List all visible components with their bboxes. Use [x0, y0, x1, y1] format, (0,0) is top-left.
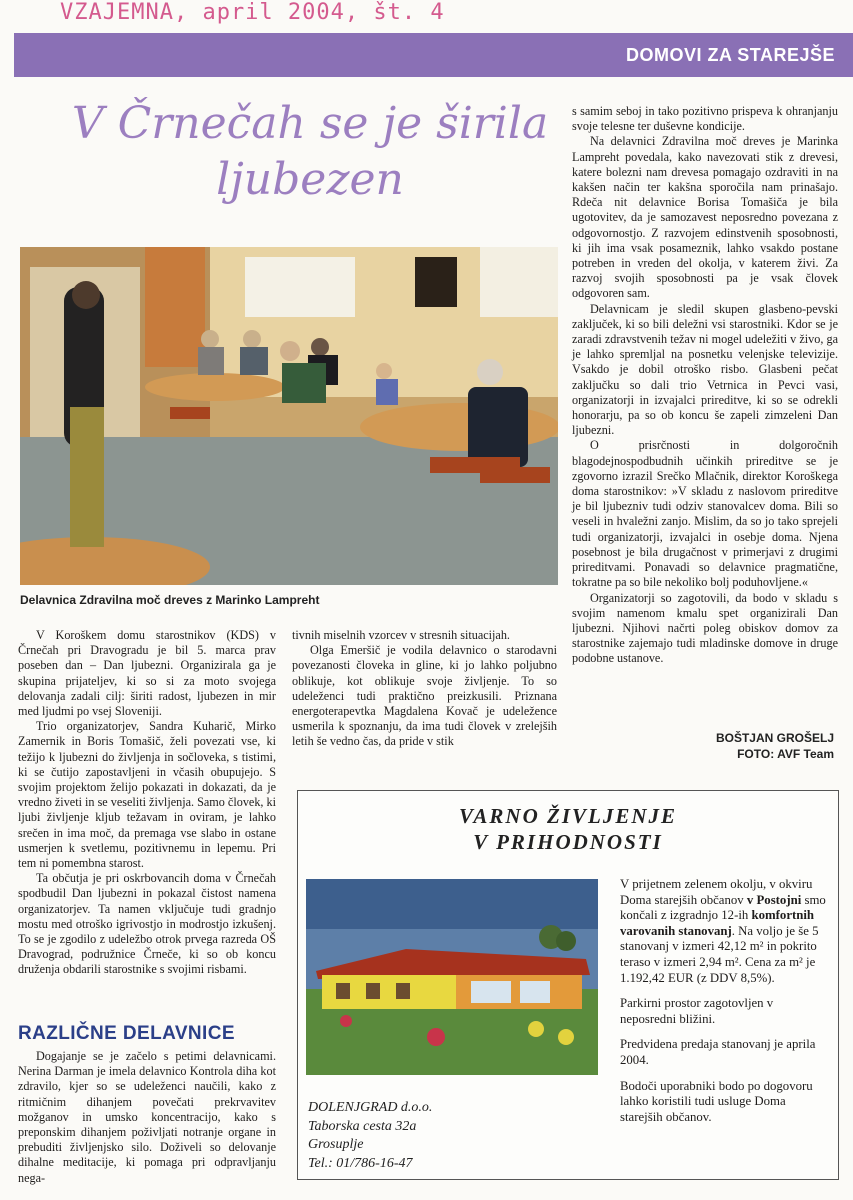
- paragraph: Dogajanje se je začelo s petimi delavnicami. Nerina Darman je imela delavnico Kontrola diha kot zdravilo, kjer so se udeleženci naučili, kako z ritmičnim dihanjem povečati prekrvavitev možganov in umsko koncentracijo, kako s preponskim dihanjem poživljati notranje organe in prebuditi življenjsko silo. Doživeli so delovanje dihalne meditacije, ki pomaga pri odpravljanju nega-: [18, 1049, 276, 1185]
- company-name: DOLENJGRAD d.o.o.: [308, 1100, 433, 1115]
- paragraph: tivnih miselnih vzorcev v stresnih situacijah.: [292, 628, 510, 642]
- ad-paragraph-parking: Parkirni prostor zagotovljen v neposredni bližini.: [620, 996, 774, 1026]
- company-address-street: Taborska cesta 32a: [308, 1118, 417, 1134]
- paragraph: V Koroškem domu starostnikov (KDS) v Črnečah pri Dravogradu je bil 5. marca prav poseben dan – Dan ljubezni. Organizirala ga je skupina prijateljev, ki so si za moto svojega delovanja zadali cilj: širiti radost, ljubezen in mir med ljudmi po vsej Sloveniji.: [18, 628, 276, 719]
- ad-title: [298, 803, 838, 855]
- workshop-photo: [20, 247, 558, 585]
- ad-building-rendering: [306, 879, 598, 1075]
- article-column-left: [18, 628, 276, 978]
- ad-title-line2: V PRIHODNOSTI: [473, 830, 663, 854]
- company-phone: Tel.: 01/786-16-47: [308, 1155, 413, 1171]
- photo-credit: FOTO: AVF Team: [737, 747, 834, 761]
- paragraph: Trio organizatorjev, Sandra Kuharič, Mirko Zamernik in Boris Tomašič, želi povezati vse, ki težijo k ljubezni do življenja in sočloveka, s tistimi, ki se čutijo zapostavljeni in včasih obupujejo. S svojim projektom želijo pokazati in dokazati, da je vredno živeti in se veseliti življenja. Samo človek, ki ljubi življenje kljub težavam in oviram, je lahko srečen in ima moč, da premaga vse slabo in ostane usmerjen k svetlemu, pozitivnemu in lepemu. Pri tem ni pomembna starost.: [18, 719, 276, 871]
- paragraph: Olga Emeršič je vodila delavnico o starodavni povezanosti človeka in gline, ki jo lahko poljubno oblikuje, kot oblikuje svoje življenje. To so udeleženci tudi praktično preizkusili. Priznana energoterapevtka Magdalena Kovač je udeležence usmerila k spoznanju, da ima tudi človek v zrelejših letih še vedno čas, da pride v stik: [292, 643, 557, 749]
- subheading: RAZLIČNE DELAVNICE: [18, 1023, 235, 1044]
- section-header-bar: [14, 33, 853, 77]
- ad-description: [620, 877, 828, 1135]
- paragraph: s samim seboj in tako pozitivno prispeva k ohranjanju svoje telesne ter duševne kondicije.: [572, 104, 838, 134]
- photo-caption: Delavnica Zdravilna moč dreves z Marinko Lampreht: [20, 593, 320, 607]
- byline: [572, 730, 834, 762]
- paragraph: Organizatorji so zagotovili, da bodo v skladu s svojim namenom kmalu spet organizirali Dan ljubezni. Njihovi načrti poleg obiskov domov za starostnike zajemajo tudi mladinske domove in druge podobne ustanove.: [572, 590, 838, 666]
- ad-title-line1: VARNO ŽIVLJENJE: [458, 804, 678, 828]
- article-headline: V Črnečah se je širila ljubezen: [71, 98, 549, 205]
- advertisement-box: [297, 790, 839, 1180]
- building-illustration: [306, 879, 598, 1075]
- section-title: DOMOVI ZA STAREJŠE: [625, 45, 835, 65]
- ad-location: v Postojni: [746, 892, 802, 907]
- ad-paragraph-services: Bodoči uporabniki bodo po dogovoru lahko koristili tudi usluge Doma starejših občanov.: [620, 1078, 813, 1124]
- article-column-right: [572, 104, 838, 667]
- ad-paragraph-offer: V prijetnem zelenem okolju, v okviru Doma starejših občanov v Postojni smo končali z izgradnjo 12-ih komfortnih varovanih stanovanj. Na voljo je še 5 stanovanj v izmeri 42,12 m² in pokrito teraso v izmeri 2,94 m². Cena za m² je 1.192,42 EUR (z DDV 8,5%).: [620, 877, 826, 985]
- paragraph: O prisrčnosti in dolgoročnih blagodejnospodbudnih učinkih prireditve se je zgovorno izrazil Srečko Mlačnik, direktor Koroškega doma starostnikov: »V skladu z naslovom prireditve je bil ljubezniv tudi odziv stanovalcev doma. Bili so veseli in hvaležni zanjo. Mislim, da so jo tako sprejeli tudi organizatorji, izvajalci in osebje doma. Njena posebnost je bila drugačnost v primerjavi z drugimi prireditvami. Ponavadi so delavnice pragmatične, tokratne pa so bile nekoliko bolj poduhovljene.«: [572, 438, 838, 590]
- ad-paragraph-handover: Predvidena predaja stanovanj je aprila 2004.: [620, 1037, 816, 1067]
- article-column-middle: [292, 628, 557, 750]
- company-address-city: Grosuplje: [308, 1137, 364, 1152]
- paragraph: Na delavnici Zdravilna moč dreves je Marinka Lampreht povedala, kako navezovati stik z drevesi, katere bolezni nam drevesa pomagajo ozdraviti in na kakšen način ter kakšna sporočila nam prinašajo. Rdeča nit delavnice Borisa Tomašiča je bila ugotovitev, da je samozavest neposredno povezana z odgovornostjo. Z razvojem edinstvenih sposobnosti, ki jih ima vsak posameznik, lahko vsakdo postane potreben in vreden del okolja, v katerem živi. Za razvoj svojih sposobnosti pa je vsak človek odgovoren sam.: [572, 134, 838, 301]
- article-column-left-lower: [18, 1049, 276, 1186]
- paragraph: Ta občutja je pri oskrbovancih doma v Črnečah spodbudil Dan ljubezni in pokazal čistost namena organizatorjev. Ta namen vključuje tudi gradnjo mostu med otroško igrivostjo in modrostjo izkušenj. To se je zgodilo z udeležbo otrok prvega razreda OŠ Dravograd, podružnice Črneče, ki so ob koncu druženja obdarili starostnike s svojimi risbami.: [18, 871, 276, 977]
- workshop-photo-illustration: [20, 247, 558, 585]
- author-name: BOŠTJAN GROŠELJ: [715, 731, 834, 745]
- paragraph: Delavnicam je sledil skupen glasbeno-pevski zaključek, ki so bili deležni vsi starostniki. Kdor se je zaradi zdravstvenih težav ni mogel udeležiti v živo, ga je lahko spremljal na posnetku velenjske televizije. Vsakdo je dobil otroško risbo. Glasbeni pečat zaključku so dali trio Vetrnica in Pevci vasi, organizatorji in izvajalci prireditve, ki so se odrekli honorarju, pa so ob koncu še zapeli zimzeleni Dan ljubezni.: [572, 301, 838, 438]
- ad-company-contact: [308, 1099, 432, 1173]
- handwritten-date-note: VZAJEMNA, april 2004, št. 4: [60, 0, 445, 25]
- ad-apartment-type: komfortnih varovanih stanovanj: [620, 908, 815, 938]
